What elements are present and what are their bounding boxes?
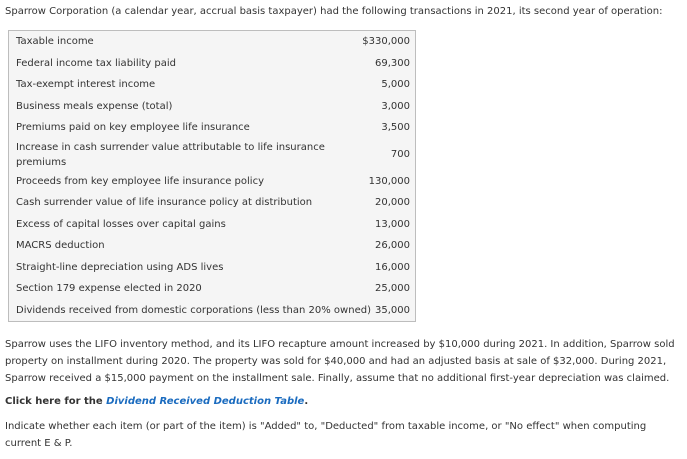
table-row (9, 278, 415, 300)
row-label: Taxable income (16, 36, 94, 48)
row-value: 3,000 (381, 100, 410, 112)
table-row (9, 257, 415, 279)
row-value: $330,000 (362, 36, 410, 48)
transactions-table (8, 30, 416, 322)
table-row (9, 235, 415, 257)
row-label: Increase in cash surrender value attributable to life insurance premiums (16, 141, 325, 168)
table-row (9, 53, 415, 75)
row-label: Business meals expense (total) (16, 100, 173, 112)
row-label: Premiums paid on key employee life insurance (16, 122, 250, 134)
row-value: 16,000 (375, 261, 410, 273)
link-suffix: . (304, 396, 309, 407)
row-label: Section 179 expense elected in 2020 (16, 283, 202, 295)
row-value: 25,000 (375, 283, 410, 295)
table-row (9, 300, 415, 322)
row-label: Proceeds from key employee life insurance policy (16, 175, 264, 187)
table-row (9, 117, 415, 139)
table-row (9, 171, 415, 193)
intro-text: Sparrow Corporation (a calendar year, accrual basis taxpayer) had the following transactions in 2021, its second year of operation: (5, 6, 663, 17)
row-value: 69,300 (375, 57, 410, 69)
row-value: 20,000 (375, 197, 410, 209)
row-label: Dividends received from domestic corporations (less than 20% owned) (16, 304, 371, 316)
row-value: 130,000 (368, 175, 410, 187)
lifo-installment-paragraph: Sparrow uses the LIFO inventory method, and its LIFO recapture amount increased by $10,000 during 2021. In addition, Sparrow sold property on installment during 2020. The property was sold for $40,000 and had an adjusted basis at sale of $32,000. During 2021, Sparrow received a $15,000 payment on the installment sale. Finally, assume that no additional first-year depreciation was claimed. (5, 339, 675, 384)
table-row (9, 214, 415, 236)
row-value: 700 (390, 149, 410, 160)
row-label: Cash surrender value of life insurance policy at distribution (16, 197, 313, 209)
row-label: Federal income tax liability paid (16, 57, 176, 69)
dividend-table-link[interactable]: Dividend Received Deduction Table (106, 396, 305, 407)
table-row (9, 139, 415, 171)
table-row (9, 31, 415, 53)
dividend-table-link-line (5, 393, 677, 410)
row-value: 35,000 (375, 304, 410, 316)
row-label: MACRS deduction (16, 240, 105, 252)
row-value: 3,500 (381, 122, 410, 134)
row-label: Tax-exempt interest income (16, 79, 156, 91)
link-prefix: Click here for the (5, 396, 107, 407)
instruction-text: Indicate whether each item (or part of the item) is "Added" to, "Deducted" from taxable income, or "No effect" when computing current E & P. (5, 421, 647, 449)
row-value: 5,000 (381, 79, 410, 91)
row-value: 13,000 (375, 218, 410, 230)
row-label: Straight-line depreciation using ADS lives (16, 261, 224, 273)
row-label: Excess of capital losses over capital gains (16, 218, 226, 230)
row-value: 26,000 (375, 240, 410, 252)
table-row (9, 74, 415, 96)
table-row (9, 192, 415, 214)
table-row (9, 96, 415, 118)
